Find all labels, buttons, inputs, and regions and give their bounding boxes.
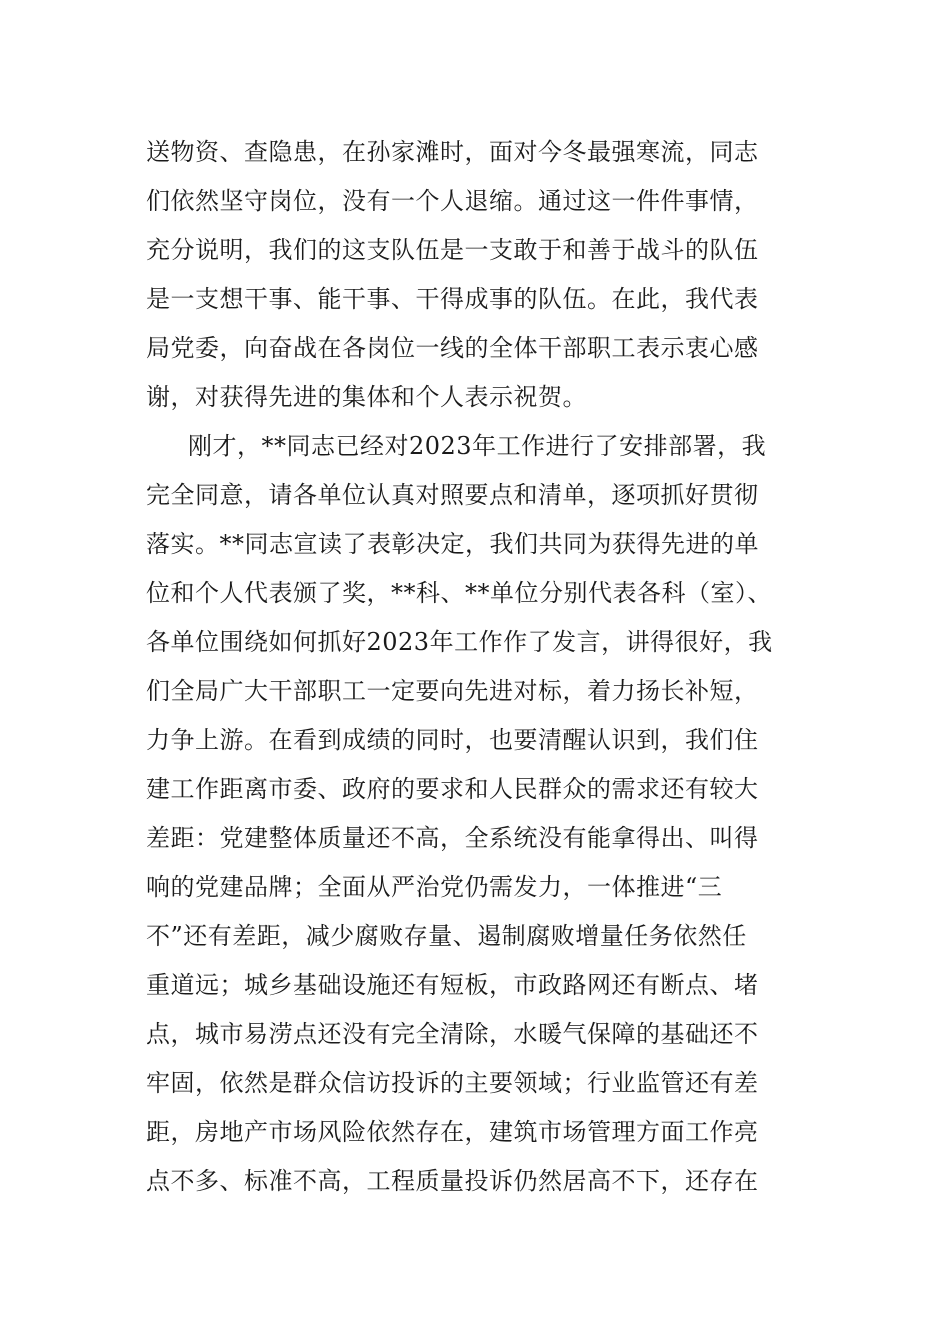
text-line: 各单位围绕如何抓好2023年工作作了发言，讲得很好，我 [146,628,773,656]
text-line: 们全局广大干部职工一定要向先进对标，着力扬长补短， [146,677,759,705]
text-line: 点，城市易涝点还没有完全清除，水暖气保障的基础还不 [146,1020,759,1048]
text-line: 充分说明，我们的这支队伍是一支敢于和善于战斗的队伍 [146,236,759,264]
text-line: 重道远；城乡基础设施还有短板，市政路网还有断点、堵 [146,971,759,999]
text-line: 们依然坚守岗位，没有一个人退缩。通过这一件件事情， [146,187,759,215]
text-line: 位和个人代表颁了奖，**科、**单位分别代表各科（室）、 [146,579,772,607]
text-line: 谢，对获得先进的集体和个人表示祝贺。 [146,383,587,411]
text-line: 完全同意，请各单位认真对照要点和清单，逐项抓好贯彻 [146,481,759,509]
text-line: 送物资、查隐患，在孙家滩时，面对今冬最强寒流，同志 [146,138,759,166]
text-line: 建工作距离市委、政府的要求和人民群众的需求还有较大 [146,775,759,803]
text-line: 不”还有差距，减少腐败存量、遏制腐败增量任务依然任 [146,922,747,950]
text-line: 响的党建品牌；全面从严治党仍需发力，一体推进“三 [146,873,723,901]
text-line: 点不多、标准不高，工程质量投诉仍然居高不下，还存在 [146,1167,759,1195]
text-line: 距，房地产市场风险依然存在，建筑市场管理方面工作亮 [146,1118,759,1146]
text-line: 局党委，向奋战在各岗位一线的全体干部职工表示衷心感 [146,334,759,362]
text-line: 是一支想干事、能干事、干得成事的队伍。在此，我代表 [146,285,759,313]
text-line-indented: 刚才，**同志已经对2023年工作进行了安排部署，我 [188,432,767,460]
text-line: 牢固，依然是群众信访投诉的主要领域；行业监管还有差 [146,1069,759,1097]
text-line: 落实。**同志宣读了表彰决定，我们共同为获得先进的单 [146,530,759,558]
text-line: 力争上游。在看到成绩的同时，也要清醒认识到，我们住 [146,726,759,754]
text-line: 差距：党建整体质量还不高，全系统没有能拿得出、叫得 [146,824,759,852]
